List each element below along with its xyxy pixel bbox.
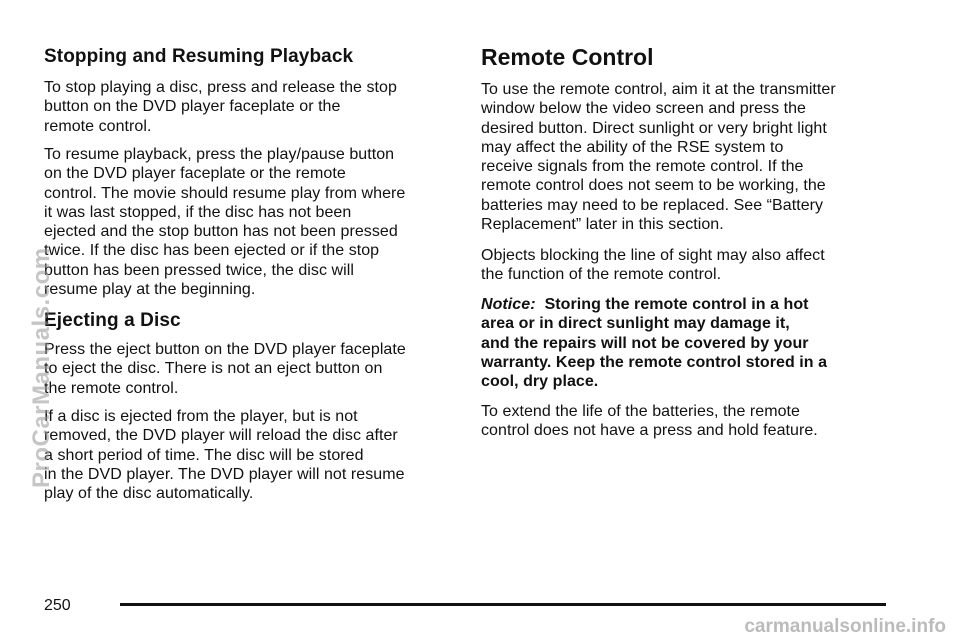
text-line: remote control does not seem to be working, the — [481, 177, 826, 195]
paragraph-stop-playing — [44, 78, 397, 136]
footer-divider — [120, 603, 886, 606]
text-line: the remote control. — [44, 379, 179, 397]
text-line: a short period of time. The disc will be stored — [44, 446, 364, 464]
text-line: to eject the disc. There is not an eject button on — [44, 360, 383, 378]
notice-text: area or in direct sunlight may damage it, — [481, 315, 790, 333]
notice-text: and the repairs will not be covered by your — [481, 334, 809, 352]
text-line: To resume playback, press the play/pause button — [44, 146, 395, 163]
text-line: play of the disc automatically. — [44, 485, 254, 503]
text-line: To extend the life of the batteries, the remote — [481, 403, 800, 420]
text-line: control. The movie should resume play from where — [44, 184, 406, 202]
text-line: If a disc is ejected from the player, but is not — [44, 408, 358, 425]
text-line — [481, 295, 827, 314]
section-heading-ejecting-disc: Ejecting a Disc — [44, 310, 181, 331]
notice-text: Storing the remote control in a hot — [544, 296, 809, 313]
notice-label: Notice: — [481, 296, 536, 313]
text-line: button on the DVD player faceplate or the — [44, 98, 341, 116]
watermark-bottom: carmanualsonline.info — [744, 616, 946, 637]
text-line: resume play at the beginning. — [44, 281, 256, 299]
text-line: it was last stopped, if the disc has not been — [44, 203, 352, 221]
text-line: receive signals from the remote control. If the — [481, 158, 804, 176]
paragraph-eject-button — [44, 340, 406, 398]
section-heading-remote-control: Remote Control — [481, 44, 654, 70]
text-line: remote control. — [44, 117, 152, 135]
text-line: batteries may need to be replaced. See “Battery — [481, 196, 824, 214]
text-line: To stop playing a disc, press and release the stop — [44, 79, 397, 96]
paragraph-battery-life — [481, 402, 818, 441]
text-line: desired button. Direct sunlight or very bright light — [481, 119, 827, 137]
text-line: button has been pressed twice, the disc will — [44, 261, 354, 279]
text-line: may affect the ability of the RSE system to — [481, 138, 784, 156]
text-line: the function of the remote control. — [481, 266, 722, 284]
notice-block — [481, 295, 827, 391]
text-line: in the DVD player. The DVD player will not resume — [44, 465, 405, 483]
paragraph-disc-reload — [44, 407, 405, 503]
notice-text: cool, dry place. — [481, 373, 599, 391]
page-number: 250 — [44, 597, 71, 614]
text-line: Objects blocking the line of sight may also affect — [481, 247, 825, 264]
text-line: removed, the DVD player will reload the disc after — [44, 427, 398, 445]
notice-text: warranty. Keep the remote control stored in a — [481, 353, 828, 371]
text-line: ejected and the stop button has not been pressed — [44, 223, 398, 241]
text-line: twice. If the disc has been ejected or if the stop — [44, 242, 380, 260]
paragraph-resume-playback — [44, 145, 405, 299]
section-heading-stopping-playback: Stopping and Resuming Playback — [44, 46, 354, 67]
text-line: on the DVD player faceplate or the remote — [44, 165, 346, 183]
text-line: Press the eject button on the DVD player faceplate — [44, 341, 406, 358]
paragraph-remote-usage — [481, 80, 836, 234]
text-line: control does not have a press and hold feature. — [481, 422, 818, 440]
text-line: To use the remote control, aim it at the transmitter — [481, 81, 836, 98]
text-line: window below the video screen and press the — [481, 100, 807, 118]
paragraph-line-of-sight — [481, 246, 825, 285]
watermark-side: ProCarManuals.com — [28, 247, 55, 488]
text-line: Replacement” later in this section. — [481, 216, 724, 234]
